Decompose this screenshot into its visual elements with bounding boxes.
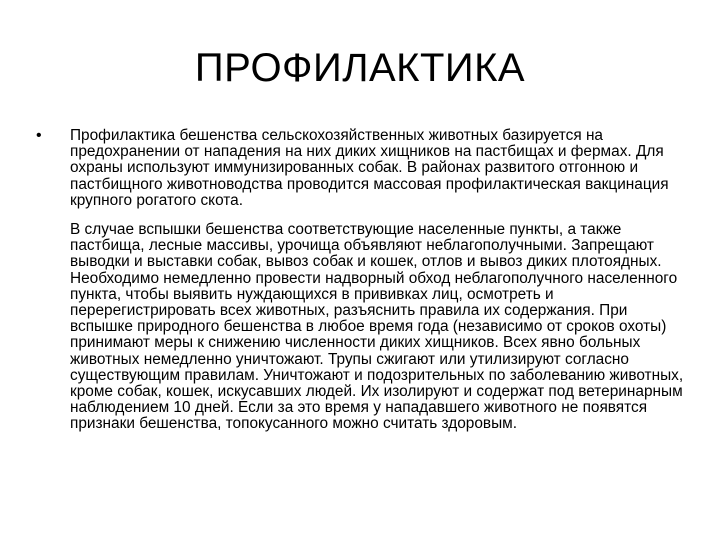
bullet-marker: • [36,127,42,144]
paragraph-prevention: Профилактика бешенства сельскохозяйственных животных базируется на предохранении от нападения на них диких хищников на пастбищах и фермах. Для охраны используют иммунизированных собак. В районах развитого отгонною и пастбищного животноводства проводится массовая профилактическая вакцинация крупного рогатого скота. [70,127,669,209]
bullet-item [36,128,686,433]
slide-body [36,128,686,433]
slide-title: ПРОФИЛАКТИКА [194,46,526,90]
paragraph-outbreak-measures: В случае вспышки бешенства соответствующие населенные пункты, а также пастбища, лесные массивы, урочища объявляют неблагополучными. Запрещают выводки и выставки собак, вывоз собак и кошек, отлов и вывоз диких плотоядных. Необходимо немедленно провести надворный обход неблагополучного населенного пункта, чтобы выявить нуждающихся в прививках лиц, осмотреть и перерегистрировать всех животных, разъяснить правила их содержания. При вспышке природного бешенства в любое время года (независимо от сроков охоты) принимают меры к снижению численности диких хищников. Всех явно больных животных немедленно уничтожают. Трупы сжигают или утилизируют согласно существующим правилам. Уничтожают и подозрительных по заболеванию животных, кроме собак, кошек, искусавших людей. Их изолируют и содержат под ветеринарным наблюдением 10 дней. Если за это время у нападавшего животного не появятся признаки бешенства, топокусанного можно считать здоровым. [70,221,684,433]
bullet-text [70,128,686,433]
